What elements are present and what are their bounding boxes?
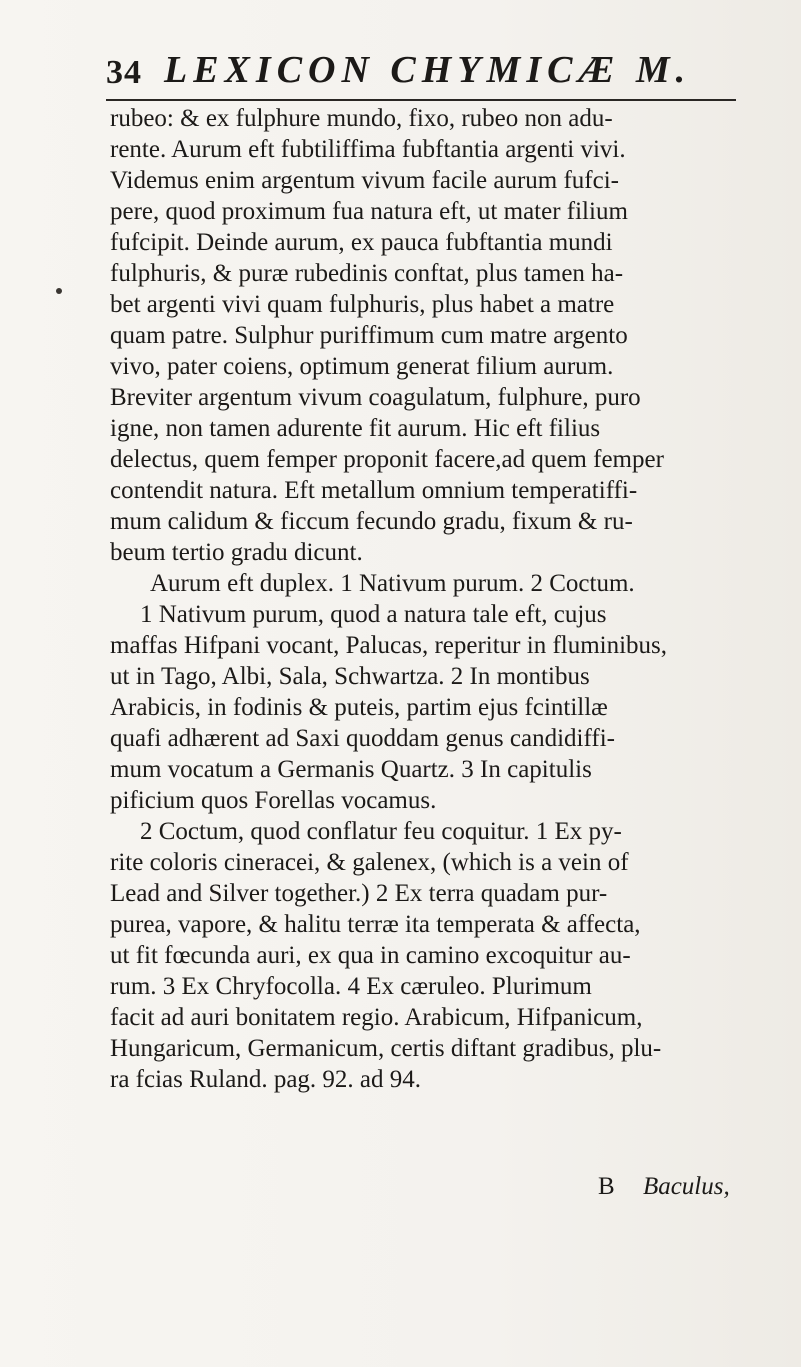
text-line-9: vivo, pater coiens, optimum generat filium aurum. <box>110 353 614 380</box>
text-line-6: fulphuris, & puræ rubedinis conftat, plus tamen ha- <box>110 260 624 287</box>
catchword-text: Baculus, <box>642 1173 730 1200</box>
text-line-21: quafi adhærent ad Saxi quoddam genus candidiffi- <box>110 725 615 752</box>
text-line-3: Videmus enim argentum vivum facile aurum fufci- <box>110 167 619 194</box>
margin-mark <box>56 288 62 294</box>
text-line-12: delectus, quem femper proponit facere,ad quem femper <box>110 446 664 473</box>
text-line-22: mum vocatum a Germanis Quartz. 3 In capitulis <box>110 756 592 783</box>
text-line-10: Breviter argentum vivum coagulatum, fulphure, puro <box>110 384 641 411</box>
text-line-1: rubeo: & ex fulphure mundo, fixo, rubeo non adu- <box>110 105 613 132</box>
text-line-27: purea, vapore, & halitu terræ ita temperata & affecta, <box>110 911 641 938</box>
text-line-14: mum calidum & ficcum fecundo gradu, fixum & ru- <box>110 508 633 535</box>
text-line-13: contendit natura. Eft metallum omnium temperatiffi- <box>110 477 638 504</box>
text-line-32: ra fcias Ruland. pag. 92. ad 94. <box>110 1066 422 1093</box>
text-line-16: Aurum eft duplex. 1 Nativum purum. 2 Coctum. <box>150 570 635 597</box>
page-number: 34 <box>106 54 142 91</box>
header-rule <box>106 99 736 101</box>
text-line-4: pere, quod proximum fua natura eft, ut mater filium <box>110 198 628 225</box>
text-line-18: maffas Hifpani vocant, Palucas, reperitur in fluminibus, <box>110 632 668 659</box>
text-line-31: Hungaricum, Germanicum, certis diftant gradibus, plu- <box>110 1035 662 1062</box>
text-line-26: Lead and Silver together.) 2 Ex terra quadam pur- <box>110 880 608 907</box>
text-line-23: pificium quos Forellas vocamus. <box>110 787 437 814</box>
text-line-30: facit ad auri bonitatem regio. Arabicum, Hifpanicum, <box>110 1004 643 1031</box>
text-line-20: Arabicis, in fodinis & puteis, partim ejus fcintillæ <box>110 694 608 721</box>
text-line-8: quam patre. Sulphur puriffimum cum matre argento <box>110 322 628 349</box>
text-line-25: rite coloris cineracei, & galenex, (which is a vein of <box>110 849 629 876</box>
page-header <box>106 48 766 98</box>
running-title: LEXICON CHYMICÆ M. <box>164 49 692 91</box>
signature-mark: B <box>598 1173 615 1200</box>
text-line-11: igne, non tamen adurente fit aurum. Hic eft filius <box>110 415 601 442</box>
text-line-29: rum. 3 Ex Chryfocolla. 4 Ex cæruleo. Plurimum <box>110 973 592 1000</box>
text-line-15: beum tertio gradu dicunt. <box>110 539 363 566</box>
text-line-24: 2 Coctum, quod conflatur feu coquitur. 1 Ex py- <box>140 818 622 845</box>
text-line-7: bet argenti vivi quam fulphuris, plus habet a matre <box>110 291 615 318</box>
text-line-19: ut in Tago, Albi, Sala, Schwartza. 2 In montibus <box>110 663 590 690</box>
text-line-2: rente. Aurum eft fubtiliffima fubftantia argenti vivi. <box>110 136 626 163</box>
text-line-28: ut fit fœcunda auri, ex qua in camino excoquitur au- <box>110 942 631 969</box>
text-line-5: fufcipit. Deinde aurum, ex pauca fubftantia mundi <box>110 229 613 256</box>
text-line-17: 1 Nativum purum, quod a natura tale eft, cujus <box>140 601 607 628</box>
catchword <box>598 1173 730 1201</box>
